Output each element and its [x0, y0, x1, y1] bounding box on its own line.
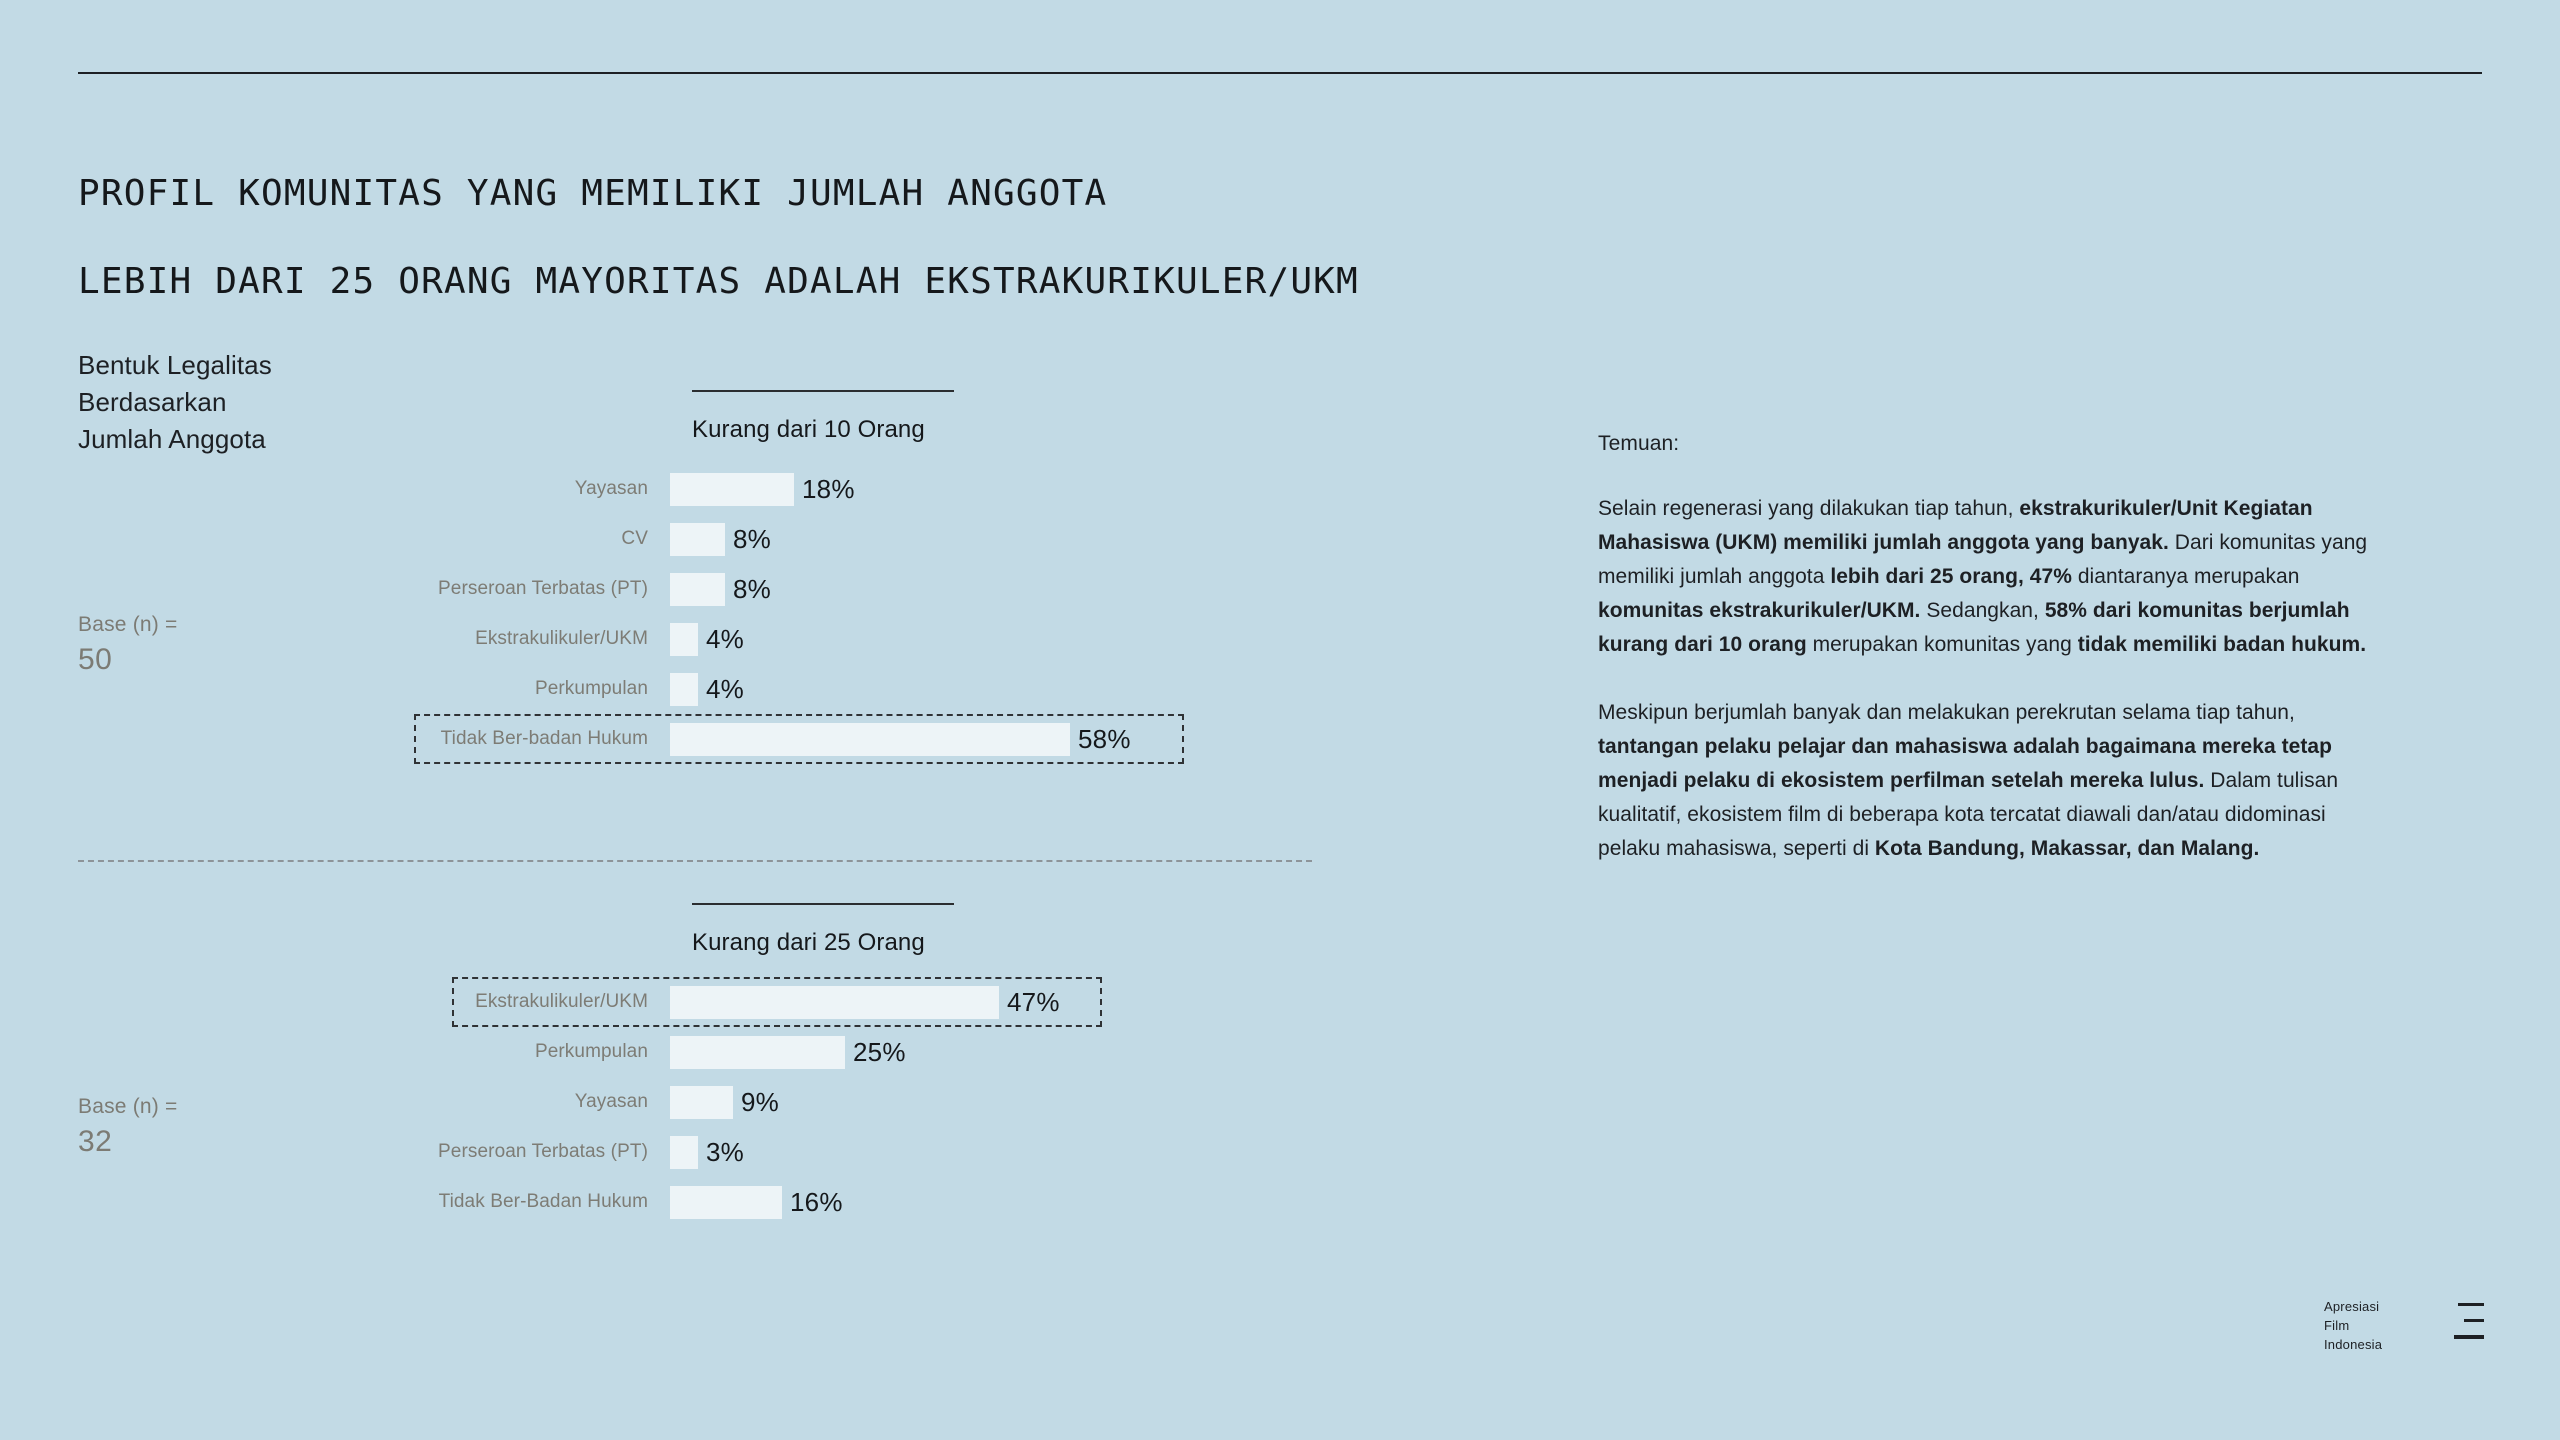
chart-row-value: 8%	[733, 523, 771, 554]
section-heading-line-2: Berdasarkan	[78, 386, 227, 417]
chart-row-label: Perseroan Terbatas (PT)	[438, 1141, 648, 1162]
chart-row-value: 3%	[706, 1136, 744, 1167]
base-n-label: Base (n) =	[78, 1095, 178, 1118]
base-n-label: Base (n) =	[78, 613, 178, 636]
chart-row-value: 9%	[741, 1086, 779, 1117]
chart-row	[0, 514, 1300, 564]
chart-header-rule	[692, 390, 954, 392]
page-title	[78, 128, 2078, 348]
section-divider	[78, 860, 1312, 862]
chart-bar	[670, 986, 999, 1019]
chart-row-label: CV	[621, 528, 648, 549]
chart-bar	[670, 673, 698, 706]
chart-row-value: 58%	[1078, 723, 1131, 754]
chart-row-label: Ekstrakulikuler/UKM	[475, 628, 648, 649]
chart-row	[0, 1127, 1300, 1177]
logo-dash-1	[2458, 1303, 2484, 1306]
base-n-value: 50	[78, 643, 113, 676]
chart-row	[0, 614, 1300, 664]
chart-bar	[670, 1186, 782, 1219]
chart-bar	[670, 623, 698, 656]
chart-bar	[670, 723, 1070, 756]
chart-row-label: Tidak Ber-Badan Hukum	[438, 1191, 648, 1212]
logo-text	[2324, 1298, 2382, 1355]
chart-row-value: 47%	[1007, 986, 1060, 1017]
chart-row-label: Perseroan Terbatas (PT)	[438, 578, 648, 599]
chart-title: Kurang dari 10 Orang	[692, 416, 925, 443]
chart-bar	[670, 1036, 845, 1069]
chart-header	[692, 390, 954, 444]
chart-row-value: 16%	[790, 1186, 843, 1217]
chart-row	[0, 1177, 1300, 1227]
chart-bar	[670, 573, 725, 606]
chart-bar	[670, 523, 725, 556]
section-heading-line-1: Bentuk Legalitas	[78, 350, 272, 380]
chart-row-value: 25%	[853, 1036, 906, 1067]
chart-row	[0, 564, 1300, 614]
findings-paragraph-1: Selain regenerasi yang dilakukan tiap tahun, ekstrakurikuler/Unit Kegiatan Mahasiswa (UKM) memiliki jumlah anggota yang banyak. Dari komunitas yang memiliki jumlah anggota lebih dari 25 orang, 47% diantaranya merupakan komunitas ekstrakurikuler/UKM. Sedangkan, 58% dari komunitas berjumlah kurang dari 10 orang merupakan komunitas yang tidak memiliki badan hukum.	[1598, 497, 2368, 657]
logo-line-1: Apresiasi	[2324, 1299, 2380, 1314]
top-divider	[78, 72, 2482, 74]
chart-row-label: Ekstrakulikuler/UKM	[475, 991, 648, 1012]
chart-row-value: 18%	[802, 473, 855, 504]
chart-row-label: Yayasan	[574, 478, 648, 499]
chart-row	[0, 977, 1300, 1027]
chart-row	[0, 664, 1300, 714]
chart-rows	[0, 977, 1300, 1227]
chart-bar	[670, 473, 794, 506]
findings-paragraph-2: Meskipun berjumlah banyak dan melakukan perekrutan selama tiap tahun, tantangan pelaku pelajar dan mahasiswa adalah bagaimana mereka tetap menjadi pelaku di ekosistem perfilman setelah mereka lulus. Dalam tulisan kualitatif, ekosistem film di beberapa kota tercatat diawali dan/atau didominasi pelaku mahasiswa, seperti di Kota Bandung, Makassar, dan Malang.	[1598, 701, 2339, 861]
findings-panel	[1598, 432, 2388, 866]
chart-row	[0, 464, 1300, 514]
chart-bar	[670, 1136, 698, 1169]
chart-row-value: 4%	[706, 623, 744, 654]
page-title-line-1: PROFIL KOMUNITAS YANG MEMILIKI JUMLAH ANGGOTA	[78, 172, 1108, 214]
logo-line-3: Indonesia	[2324, 1336, 2383, 1352]
logo-apresiasi-film-indonesia	[2324, 1298, 2484, 1355]
page-title-line-2: LEBIH DARI 25 ORANG MAYORITAS ADALAH EKSTRAKURIKULER/UKM	[78, 260, 1359, 302]
chart-row-label: Yayasan	[574, 1091, 648, 1112]
chart-row-label: Perkumpulan	[534, 678, 648, 699]
chart-title: Kurang dari 25 Orang	[692, 929, 925, 956]
logo-dash-2	[2464, 1319, 2484, 1322]
chart-row	[0, 1027, 1300, 1077]
chart-row-label: Perkumpulan	[534, 1041, 648, 1062]
chart-row	[0, 1077, 1300, 1127]
base-n-value: 32	[78, 1125, 113, 1158]
chart-header	[692, 903, 954, 957]
section-heading	[78, 347, 408, 458]
logo-dashes-icon	[2450, 1298, 2484, 1339]
chart-row	[0, 714, 1300, 764]
chart-bar	[670, 1086, 733, 1119]
logo-line-2: Film	[2324, 1317, 2350, 1333]
section-heading-line-3: Jumlah Anggota	[78, 423, 266, 454]
chart-row-label: Tidak Ber-badan Hukum	[440, 728, 648, 749]
findings-heading: Temuan:	[1598, 432, 1680, 455]
logo-dash-3	[2454, 1335, 2484, 1339]
chart-header-rule	[692, 903, 954, 905]
chart-row-value: 8%	[733, 573, 771, 604]
chart-row-value: 4%	[706, 673, 744, 704]
chart-rows	[0, 464, 1300, 764]
